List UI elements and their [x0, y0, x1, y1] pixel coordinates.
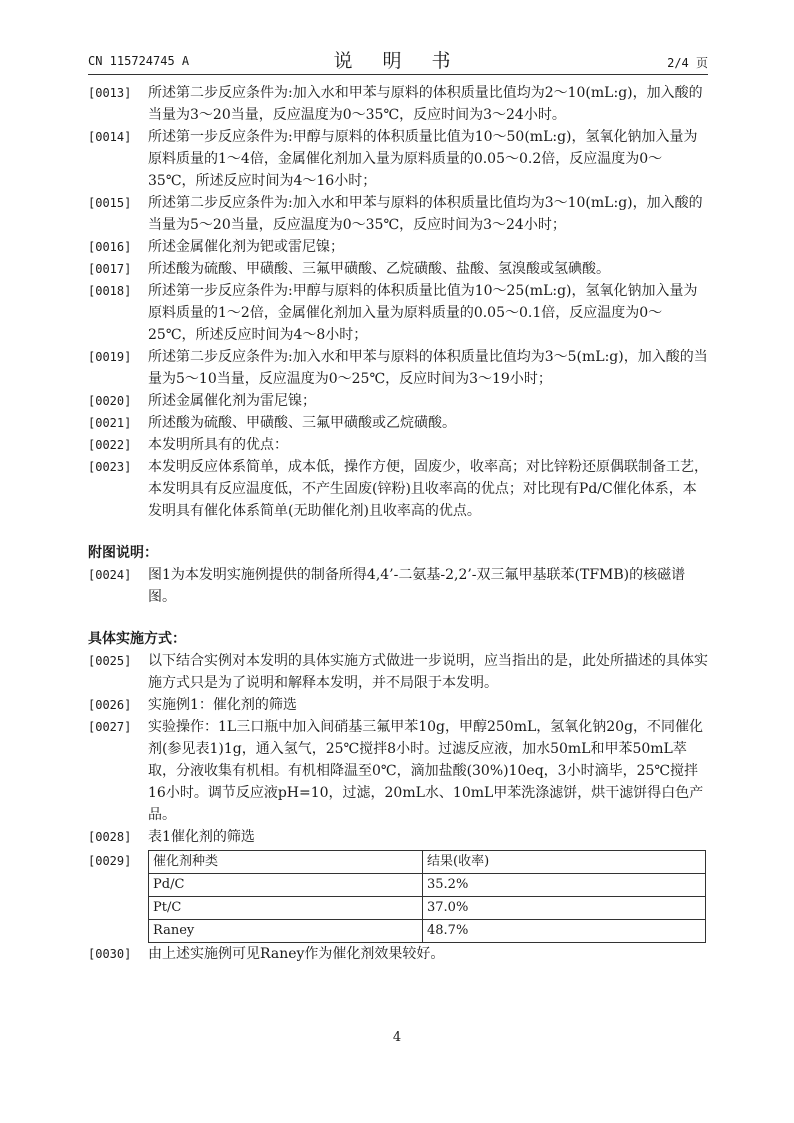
paragraph-text: 所述酸为硫酸、甲磺酸、三氟甲磺酸或乙烷磺酸。 — [148, 415, 456, 431]
table-header-cell: 催化剂种类 — [149, 851, 423, 874]
paragraph — [88, 412, 708, 434]
paragraph-number: [0030] — [88, 947, 132, 961]
paragraph-text: 表1催化剂的筛选 — [148, 829, 255, 845]
paragraph — [88, 258, 708, 280]
paragraph-number: [0024] — [88, 568, 132, 582]
embodiments-paragraph-list — [88, 650, 708, 848]
table-header-row — [149, 851, 706, 874]
paragraph-list — [88, 82, 708, 522]
paragraph-number: [0013] — [88, 86, 132, 100]
paragraph-number: [0027] — [88, 720, 132, 734]
section-title-embodiments: 具体实施方式： — [88, 631, 186, 647]
paragraph — [88, 126, 708, 192]
paragraph — [88, 236, 708, 258]
paragraph-number: [0028] — [88, 830, 132, 844]
paragraph — [88, 716, 708, 826]
paragraph-number: [0025] — [88, 654, 132, 668]
paragraph-text: 由上述实施例可见Raney作为催化剂效果较好。 — [148, 946, 445, 962]
table-header-cell: 结果(收率) — [423, 851, 706, 874]
page-number: 4 — [392, 1030, 402, 1045]
page-header — [88, 46, 708, 72]
paragraph-text: 本发明反应体系简单，成本低，操作方便，固废少，收率高；对比锌粉还原偶联制备工艺，本发明具有反应温度低，不产生固废(锌粉)且收率高的优点；对比现有Pd/C催化体系，本发明具有催化体系简单(无助催化剂)且收率高的优点。 — [148, 459, 708, 519]
paragraph — [88, 826, 708, 848]
paragraph-text: 以下结合实例对本发明的具体实施方式做进一步说明，应当指出的是，此处所描述的具体实施方式只是为了说明和解释本发明，并不局限于本发明。 — [148, 653, 708, 691]
paragraph-text: 所述第二步反应条件为:加入水和甲苯与原料的体积质量比值均为2～10(mL:g)，加入酸的当量为3～20当量，反应温度为0～35℃，反应时间为3～24小时。 — [148, 85, 703, 123]
figures-paragraph-list — [88, 564, 708, 608]
paragraph-number: [0019] — [88, 350, 132, 364]
paragraph — [88, 434, 708, 456]
paragraph — [88, 82, 708, 126]
paragraph-number: [0017] — [88, 262, 132, 276]
paragraph-text: 所述第二步反应条件为:加入水和甲苯与原料的体积质量比值均为3～5(mL:g)，加入酸的当量为5～10当量，反应温度为0～25℃，反应时间为3～19小时； — [148, 349, 708, 387]
paragraph-text: 所述第一步反应条件为:甲醇与原料的体积质量比值为10～50(mL:g)，氢氧化钠加入量为原料质量的1～4倍，金属催化剂加入量为原料质量的0.05～0.2倍，反应温度为0～35℃，所述反应时间为4～16小时； — [148, 129, 698, 189]
paragraph-number: [0018] — [88, 284, 132, 298]
paragraph — [88, 650, 708, 694]
paragraph-text: 所述第一步反应条件为:甲醇与原料的体积质量比值为10～25(mL:g)，氢氧化钠加入量为原料质量的1～2倍，金属催化剂加入量为原料质量的0.05～0.1倍，反应温度为0～25℃，所述反应时间为4～8小时； — [148, 283, 698, 343]
closing-paragraph — [88, 943, 708, 965]
paragraph-number: [0023] — [88, 460, 132, 474]
paragraph-text: 本发明所具有的优点： — [148, 437, 288, 453]
paragraph-text: 所述酸为硫酸、甲磺酸、三氟甲磺酸、乙烷磺酸、盐酸、氢溴酸或氢碘酸。 — [148, 261, 610, 277]
paragraph-number: [0015] — [88, 196, 132, 210]
paragraph-number: [0026] — [88, 698, 132, 712]
table-cell: Raney — [149, 920, 423, 943]
paragraph-number: [0016] — [88, 240, 132, 254]
document-title: 说 明 书 — [333, 50, 463, 72]
paragraph-number: [0029] — [88, 854, 132, 868]
paragraph-text: 实验操作：1L三口瓶中加入间硝基三氟甲苯10g，甲醇250mL，氢氧化钠20g，不同催化剂(参见表1)1g，通入氢气，25℃搅拌8小时。过滤反应液，加水50mL和甲苯50mL萃取，分液收集有机相。有机相降温至0℃，滴加盐酸(30%)10eq，3小时滴毕，25℃搅拌16小时。调节反应液pH=10，过滤，20mL水、10mL甲苯洗涤滤饼，烘干滤饼得白色产品。 — [148, 719, 704, 823]
paragraph — [88, 346, 708, 390]
paragraph-number: [0022] — [88, 438, 132, 452]
paragraph-text: 所述金属催化剂为雷尼镍； — [148, 393, 316, 409]
paragraph-text: 所述第二步反应条件为:加入水和甲苯与原料的体积质量比值均为3～10(mL:g)，加入酸的当量为5～20当量，反应温度为0～35℃，反应时间为3～24小时； — [148, 195, 703, 233]
paragraph — [88, 694, 708, 716]
paragraph-text: 实施例1：催化剂的筛选 — [148, 697, 297, 713]
catalyst-table — [148, 850, 706, 943]
table-row — [149, 897, 706, 920]
paragraph-text: 图1为本发明实施例提供的制备所得4,4’-二氨基-2,2’-双三氟甲基联苯(TFMB)的核磁谱图。 — [148, 567, 686, 605]
table-row — [149, 874, 706, 897]
table-cell: 48.7% — [423, 920, 706, 943]
document-body — [88, 82, 708, 965]
paragraph — [88, 280, 708, 346]
page-indicator: 2/4 页 — [667, 56, 708, 70]
paragraph-text: 所述金属催化剂为钯或雷尼镍； — [148, 239, 344, 255]
paragraph-number: [0014] — [88, 130, 132, 144]
paragraph — [88, 456, 708, 522]
table-cell: Pt/C — [149, 897, 423, 920]
paragraph-number: [0020] — [88, 394, 132, 408]
paragraph — [88, 192, 708, 236]
header-rule — [88, 74, 708, 75]
table-block — [88, 850, 708, 943]
paragraph — [88, 390, 708, 412]
table-cell: 37.0% — [423, 897, 706, 920]
section-title-figures: 附图说明： — [88, 545, 158, 561]
table-cell: Pd/C — [149, 874, 423, 897]
table-row — [149, 920, 706, 943]
document-id: CN 115724745 A — [88, 54, 190, 68]
paragraph — [88, 564, 708, 608]
table-cell: 35.2% — [423, 874, 706, 897]
paragraph-number: [0021] — [88, 416, 132, 430]
